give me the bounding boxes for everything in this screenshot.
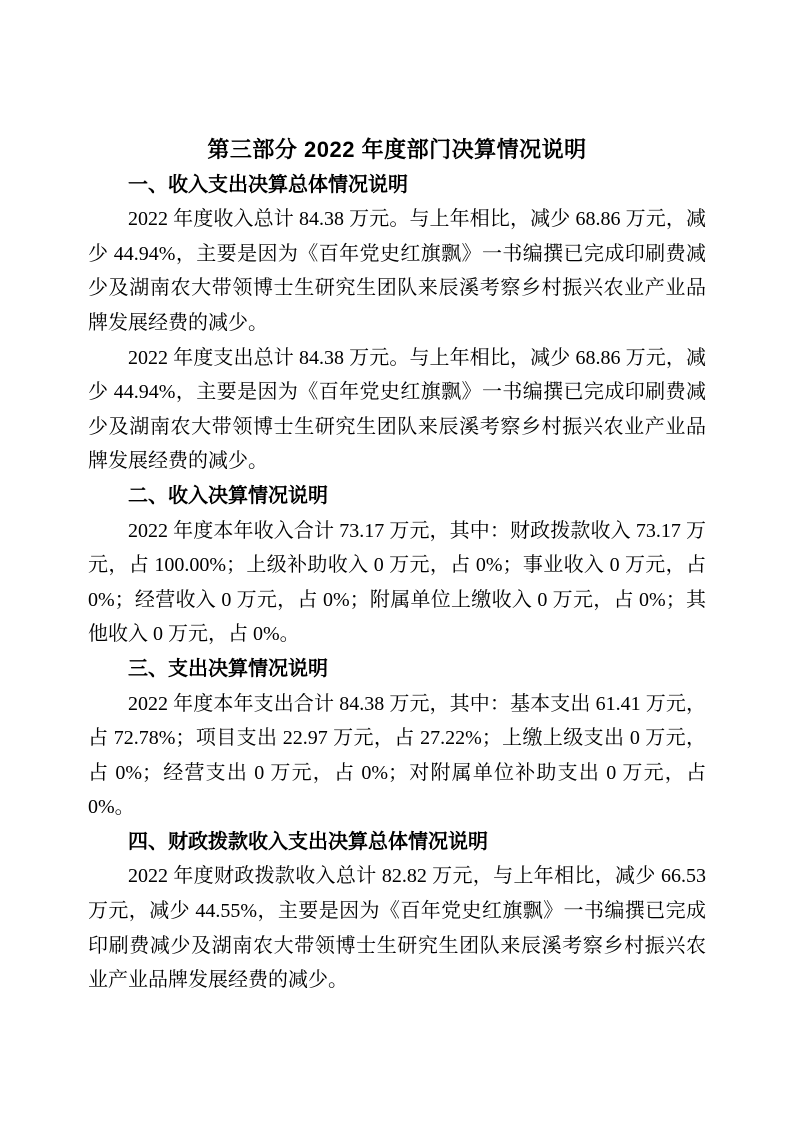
paragraph: 2022 年度本年收入合计 73.17 万元，其中：财政拨款收入 73.17 万元，占 100.00%；上级补助收入 0 万元，占 0%；事业收入 0 万元，占 0%；经营收入 0 万元，占 0%；附属单位上缴收入 0 万元，占 0%；其他收入 0 万元，占 0%。: [88, 519, 706, 646]
paragraph: 2022 年度财政拨款收入总计 82.82 万元，与上年相比，减少 66.53 万元，减少 44.55%，主要是因为《百年党史红旗飘》一书编撰已完成印刷费减少及湖南农大带领博士生研究生团队来辰溪考察乡村振兴农业产业品牌发展经费的减少。: [88, 865, 706, 992]
paragraph: 2022 年度支出总计 84.38 万元。与上年相比，减少 68.86 万元，减少 44.94%，主要是因为《百年党史红旗飘》一书编撰已完成印刷费减少及湖南农大带领博士生研究生团队来辰溪考察乡村振兴农业产业品牌发展经费的减少。: [88, 346, 706, 473]
paragraph: 2022 年度收入总计 84.38 万元。与上年相比，减少 68.86 万元，减少 44.94%，主要是因为《百年党史红旗飘》一书编撰已完成印刷费减少及湖南农大带领博士生研究生团队来辰溪考察乡村振兴农业产业品牌发展经费的减少。: [88, 208, 706, 334]
section-heading-2: 二、收入决算情况说明: [128, 484, 328, 507]
section-heading-1: 一、收入支出决算总体情况说明: [128, 173, 408, 196]
section-heading-3: 三、支出决算情况说明: [128, 657, 328, 680]
section-heading-4: 四、财政拨款收入支出决算总体情况说明: [128, 830, 488, 853]
paragraph: 2022 年度本年支出合计 84.38 万元，其中：基本支出 61.41 万元，占 72.78%；项目支出 22.97 万元，占 27.22%；上缴上级支出 0 万元，占 0%；经营支出 0 万元，占 0%；对附属单位补助支出 0 万元，占 0%。: [88, 692, 706, 819]
document-title: 第三部分 2022 年度部门决算情况说明: [207, 137, 587, 162]
